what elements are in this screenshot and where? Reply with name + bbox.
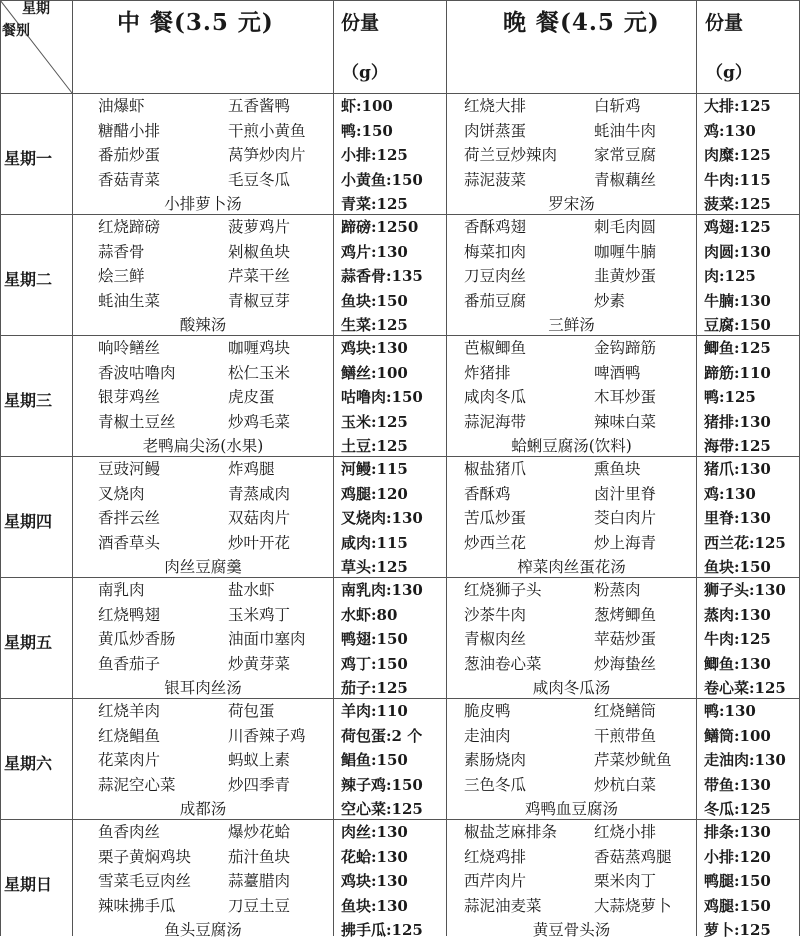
dinner-dish: 炒素 xyxy=(594,291,626,310)
lunch-dish: 油面巾塞肉 xyxy=(228,630,306,648)
dinner-portion: 肉糜:125 xyxy=(704,146,771,164)
lunch-dish: 红烧蹄磅 xyxy=(98,218,161,236)
dinner-dish: 香酥鸡 xyxy=(464,484,511,503)
lunch-portion: 荷包蛋:2 个 xyxy=(341,726,423,745)
weekday-label: 星期六 xyxy=(4,754,53,773)
lunch-portion: 花蛤:130 xyxy=(341,847,408,866)
dinner-dish: 金钩蹄筋 xyxy=(594,339,657,357)
dinner-dish: 三色冬瓜 xyxy=(464,775,527,794)
weekday-label: 星期日 xyxy=(4,875,53,894)
dinner-dish: 辣味白菜 xyxy=(594,412,657,431)
lunch-portion-header: 份量 xyxy=(341,12,380,34)
dinner-portion: 鸡:130 xyxy=(704,121,756,140)
lunch-portion: 肉丝:130 xyxy=(341,823,408,841)
lunch-dish: 虎皮蛋 xyxy=(228,388,275,406)
dinner-dish: 西芹肉片 xyxy=(464,872,527,890)
lunch-dish: 炒四季青 xyxy=(228,775,291,794)
lunch-dish: 花菜肉片 xyxy=(98,751,161,769)
lunch-header-title: 中 餐(3.5 元) xyxy=(117,9,274,36)
dinner-soup: 咸肉冬瓜汤 xyxy=(532,679,611,697)
lunch-dish: 咖喱鸡块 xyxy=(228,339,291,357)
dinner-dish: 栗米肉丁 xyxy=(594,872,657,890)
lunch-dish: 鱼香肉丝 xyxy=(98,823,161,841)
dinner-dish: 脆皮鸭 xyxy=(464,702,511,720)
lunch-dish: 辣味拂手瓜 xyxy=(98,896,176,915)
lunch-dish: 香拌云丝 xyxy=(98,509,161,527)
dinner-dish: 走油肉 xyxy=(464,726,511,745)
dinner-portion: 海带:125 xyxy=(704,437,771,455)
lunch-portion: 辣子鸡:150 xyxy=(341,775,423,794)
dinner-portion: 牛肉:125 xyxy=(704,630,771,648)
lunch-portion: 青菜:125 xyxy=(341,195,408,213)
lunch-portion: 叉烧肉:130 xyxy=(341,509,423,527)
dinner-portion: 鸡腿:150 xyxy=(704,896,771,915)
dinner-soup: 蛤蜊豆腐汤(饮料) xyxy=(511,437,632,455)
dinner-dish: 蚝油牛肉 xyxy=(594,121,657,140)
dinner-soup: 三鲜汤 xyxy=(548,316,595,334)
dinner-soup: 罗宋汤 xyxy=(548,195,595,213)
dinner-portion: 鱼块:150 xyxy=(704,558,771,576)
dinner-portion: 鲫鱼:125 xyxy=(704,339,771,357)
lunch-portion: 蹄磅:1250 xyxy=(341,218,419,236)
dinner-dish: 红烧鳝筒 xyxy=(594,702,657,720)
lunch-dish: 雪菜毛豆肉丝 xyxy=(98,872,192,890)
dinner-portion-header: 份量 xyxy=(705,12,744,34)
dinner-portion: 鸭腿:150 xyxy=(704,872,771,890)
dinner-portion: 鸡翅:125 xyxy=(704,218,771,236)
lunch-dish: 红烧羊肉 xyxy=(98,702,161,720)
dinner-portion: 走油肉:130 xyxy=(704,751,786,769)
dinner-dish: 白斩鸡 xyxy=(594,97,641,115)
lunch-portion: 水虾:80 xyxy=(341,605,398,624)
dinner-portion: 牛肉:115 xyxy=(704,170,771,189)
dinner-portion: 排条:130 xyxy=(704,823,771,841)
lunch-portion: 拂手瓜:125 xyxy=(341,921,423,939)
lunch-portion: 羊肉:110 xyxy=(341,702,408,720)
lunch-dish: 蒜香骨 xyxy=(98,242,145,261)
lunch-dish: 玉米鸡丁 xyxy=(228,605,291,624)
lunch-portion: 南乳肉:130 xyxy=(341,581,423,599)
lunch-dish: 红烧鲳鱼 xyxy=(98,726,161,745)
dinner-dish: 青椒藕丝 xyxy=(594,170,657,189)
lunch-portion: 鸡块:130 xyxy=(341,339,408,357)
dinner-dish: 椒盐猪爪 xyxy=(464,460,527,478)
weekday-label: 星期一 xyxy=(4,149,53,168)
lunch-dish: 青蒸咸肉 xyxy=(228,484,291,503)
lunch-dish: 豆豉河鳗 xyxy=(98,460,161,478)
dinner-dish: 蒜泥油麦菜 xyxy=(464,896,542,915)
dinner-dish: 刀豆肉丝 xyxy=(464,267,527,285)
lunch-dish: 青椒豆芽 xyxy=(228,291,291,310)
lunch-soup: 银耳肉丝汤 xyxy=(164,679,242,697)
dinner-dish: 蒜泥海带 xyxy=(464,412,527,431)
dinner-dish: 青椒肉丝 xyxy=(464,630,527,648)
lunch-dish: 叉烧肉 xyxy=(98,484,145,503)
lunch-portion-unit: （g） xyxy=(342,63,388,83)
dinner-dish: 沙茶牛肉 xyxy=(464,605,527,624)
lunch-portion: 河鳗:115 xyxy=(341,460,408,478)
lunch-dish: 五香酱鸭 xyxy=(228,97,291,115)
lunch-soup: 鱼头豆腐汤 xyxy=(164,921,242,939)
dinner-portion: 肉:125 xyxy=(704,267,756,285)
lunch-dish: 香波咕噜肉 xyxy=(98,363,176,382)
dinner-dish: 茭白肉片 xyxy=(594,509,657,527)
lunch-dish: 炒鸡毛菜 xyxy=(228,412,291,431)
lunch-portion: 鳝丝:100 xyxy=(341,363,408,382)
dinner-dish: 蒜泥菠菜 xyxy=(464,170,527,189)
lunch-dish: 鱼香茄子 xyxy=(98,654,161,673)
dinner-dish: 葱烤鲫鱼 xyxy=(594,605,657,624)
dinner-dish: 刺毛肉圆 xyxy=(594,218,657,236)
lunch-portion: 土豆:125 xyxy=(341,437,408,455)
lunch-soup: 肉丝豆腐羹 xyxy=(164,558,242,576)
lunch-dish: 番茄炒蛋 xyxy=(98,146,161,164)
weekday-label: 星期四 xyxy=(4,512,53,531)
lunch-dish: 莴笋炒肉片 xyxy=(228,146,306,164)
lunch-portion: 鸡腿:120 xyxy=(341,484,408,503)
lunch-portion: 小排:125 xyxy=(341,146,408,164)
weekday-label: 星期二 xyxy=(4,270,53,289)
lunch-portion: 玉米:125 xyxy=(341,412,408,431)
lunch-portion: 小黄鱼:150 xyxy=(341,170,423,189)
dinner-portion: 豆腐:150 xyxy=(704,316,771,334)
lunch-dish: 酒香草头 xyxy=(98,533,161,552)
lunch-dish: 青椒土豆丝 xyxy=(98,412,176,431)
dinner-portion: 肉圆:130 xyxy=(704,242,771,261)
dinner-dish: 苦瓜炒蛋 xyxy=(464,509,527,527)
lunch-dish: 红烧鸭翅 xyxy=(98,605,161,624)
dinner-dish: 葱油卷心菜 xyxy=(464,654,542,673)
dinner-portion: 鸡:130 xyxy=(704,484,756,503)
lunch-dish: 刀豆土豆 xyxy=(228,896,291,915)
dinner-dish: 粉蒸肉 xyxy=(594,581,641,599)
lunch-dish: 荷包蛋 xyxy=(228,702,275,720)
dinner-dish: 木耳炒蛋 xyxy=(594,388,657,406)
weekday-label: 星期三 xyxy=(4,391,53,410)
lunch-portion: 鸡片:130 xyxy=(341,242,408,261)
dinner-dish: 梅菜扣肉 xyxy=(464,242,527,261)
dinner-portion-unit: （g） xyxy=(706,63,752,83)
weekday-label: 星期五 xyxy=(4,633,53,652)
lunch-dish: 糖醋小排 xyxy=(98,121,161,140)
lunch-dish: 栗子黄焖鸡块 xyxy=(98,847,192,866)
lunch-dish: 烩三鲜 xyxy=(98,267,145,285)
lunch-soup: 老鸭扁尖汤(水果) xyxy=(142,437,264,455)
dinner-portion: 鲫鱼:130 xyxy=(704,654,771,673)
lunch-dish: 银芽鸡丝 xyxy=(98,388,161,406)
dinner-portion: 蒸肉:130 xyxy=(704,605,771,624)
lunch-portion: 茄子:125 xyxy=(341,679,408,697)
dinner-dish: 素肠烧肉 xyxy=(464,751,527,769)
lunch-portion: 鸡丁:150 xyxy=(341,654,408,673)
lunch-dish: 爆炒花蛤 xyxy=(228,823,291,841)
lunch-portion: 鸭翅:150 xyxy=(341,630,408,648)
lunch-dish: 松仁玉米 xyxy=(228,363,291,382)
dinner-dish: 炒杭白菜 xyxy=(594,775,657,794)
dinner-dish: 干煎带鱼 xyxy=(594,726,657,745)
dinner-dish: 芹菜炒鱿鱼 xyxy=(594,751,672,769)
lunch-dish: 干煎小黄鱼 xyxy=(228,121,306,140)
lunch-soup: 小排萝卜汤 xyxy=(164,195,242,213)
dinner-portion: 猪排:130 xyxy=(704,412,771,431)
dinner-dish: 炒海蛰丝 xyxy=(594,654,657,673)
dinner-portion: 牛腩:130 xyxy=(704,291,771,310)
corner-label-weekday: 星期 xyxy=(22,1,50,17)
lunch-dish: 茄汁鱼块 xyxy=(228,847,291,866)
lunch-portion: 虾:100 xyxy=(341,97,393,115)
dinner-soup: 黄豆骨头汤 xyxy=(532,921,611,939)
lunch-dish: 蚝油生菜 xyxy=(98,291,161,310)
lunch-dish: 毛豆冬瓜 xyxy=(228,170,291,189)
dinner-dish: 红烧狮子头 xyxy=(464,581,542,599)
dinner-portion: 冬瓜:125 xyxy=(704,800,771,818)
dinner-portion: 狮子头:130 xyxy=(704,581,786,599)
lunch-dish: 盐水虾 xyxy=(228,581,275,599)
dinner-portion: 猪爪:130 xyxy=(704,460,771,478)
dinner-dish: 韭黄炒蛋 xyxy=(594,267,657,285)
dinner-dish: 荷兰豆炒辣肉 xyxy=(464,146,558,164)
dinner-dish: 红烧大排 xyxy=(464,97,527,115)
lunch-dish: 菠萝鸡片 xyxy=(228,218,291,236)
lunch-dish: 双菇肉片 xyxy=(228,509,291,527)
lunch-dish: 炒黄芽菜 xyxy=(228,654,291,673)
lunch-dish: 炒叶开花 xyxy=(228,533,291,552)
dinner-dish: 红烧小排 xyxy=(594,823,657,841)
lunch-portion: 鱼块:130 xyxy=(341,896,408,915)
corner-label-meal: 餐别 xyxy=(2,23,30,39)
dinner-portion: 里脊:130 xyxy=(704,509,771,527)
lunch-dish: 川香辣子鸡 xyxy=(228,726,306,745)
lunch-portion: 生菜:125 xyxy=(341,316,408,334)
lunch-dish: 剁椒鱼块 xyxy=(228,242,291,261)
dinner-dish: 炸猪排 xyxy=(464,363,511,382)
lunch-dish: 芹菜干丝 xyxy=(228,267,291,285)
lunch-dish: 响呤鳝丝 xyxy=(98,339,161,357)
lunch-portion: 草头:125 xyxy=(341,558,408,576)
lunch-dish: 香菇青菜 xyxy=(98,170,161,189)
dinner-dish: 卤汁里脊 xyxy=(594,484,657,503)
lunch-portion: 鲳鱼:150 xyxy=(341,751,408,769)
dinner-dish: 大蒜烧萝卜 xyxy=(594,896,672,915)
dinner-portion: 小排:120 xyxy=(704,847,771,866)
dinner-dish: 咸肉冬瓜 xyxy=(464,388,527,406)
dinner-portion: 鸭:130 xyxy=(704,702,756,720)
dinner-dish: 咖喱牛腩 xyxy=(594,242,657,261)
dinner-dish: 啤酒鸭 xyxy=(594,363,641,382)
lunch-dish: 蒜薹腊肉 xyxy=(228,872,291,890)
dinner-dish: 炒上海青 xyxy=(594,533,657,552)
dinner-dish: 肉饼蒸蛋 xyxy=(464,121,527,140)
dinner-header-title: 晚 餐(4.5 元) xyxy=(503,9,660,36)
dinner-dish: 香菇蒸鸡腿 xyxy=(594,847,672,866)
lunch-portion: 鸡块:130 xyxy=(341,872,408,890)
dinner-dish: 熏鱼块 xyxy=(594,460,641,478)
dinner-portion: 萝卜:125 xyxy=(704,921,771,939)
lunch-portion: 咸肉:115 xyxy=(341,533,408,552)
dinner-portion: 蹄筋:110 xyxy=(704,363,771,382)
lunch-dish: 蒜泥空心菜 xyxy=(98,775,176,794)
dinner-dish: 家常豆腐 xyxy=(594,146,657,164)
dinner-soup: 鸡鸭血豆腐汤 xyxy=(524,800,618,818)
dinner-portion: 西兰花:125 xyxy=(704,533,786,552)
lunch-dish: 蚂蚁上素 xyxy=(228,751,291,769)
dinner-portion: 卷心菜:125 xyxy=(704,679,786,697)
lunch-soup: 酸辣汤 xyxy=(179,316,227,334)
lunch-portion: 空心菜:125 xyxy=(341,800,423,818)
dinner-portion: 带鱼:130 xyxy=(704,775,771,794)
dinner-dish: 番茄豆腐 xyxy=(464,291,527,310)
dinner-portion: 大排:125 xyxy=(704,97,771,115)
dinner-portion: 菠菜:125 xyxy=(704,195,771,213)
dinner-portion: 鸭:125 xyxy=(704,388,756,406)
lunch-dish: 炸鸡腿 xyxy=(228,460,275,478)
lunch-dish: 南乳肉 xyxy=(98,581,145,599)
dinner-portion: 鳝筒:100 xyxy=(704,726,771,745)
dinner-dish: 椒盐芝麻排条 xyxy=(464,823,558,841)
lunch-dish: 油爆虾 xyxy=(98,97,145,115)
lunch-portion: 鱼块:150 xyxy=(341,291,408,310)
dinner-soup: 榨菜肉丝蛋花汤 xyxy=(517,558,626,576)
lunch-portion: 鸭:150 xyxy=(341,121,393,140)
lunch-dish: 黄瓜炒香肠 xyxy=(98,630,176,648)
dinner-dish: 苹菇炒蛋 xyxy=(594,630,657,648)
lunch-portion: 咕噜肉:150 xyxy=(341,388,423,406)
dinner-dish: 香酥鸡翅 xyxy=(464,218,527,236)
dinner-dish: 红烧鸡排 xyxy=(464,847,527,866)
dinner-dish: 芭椒鲫鱼 xyxy=(464,339,527,357)
lunch-soup: 成都汤 xyxy=(179,800,227,818)
lunch-portion: 蒜香骨:135 xyxy=(341,267,423,285)
dinner-dish: 炒西兰花 xyxy=(464,533,527,552)
